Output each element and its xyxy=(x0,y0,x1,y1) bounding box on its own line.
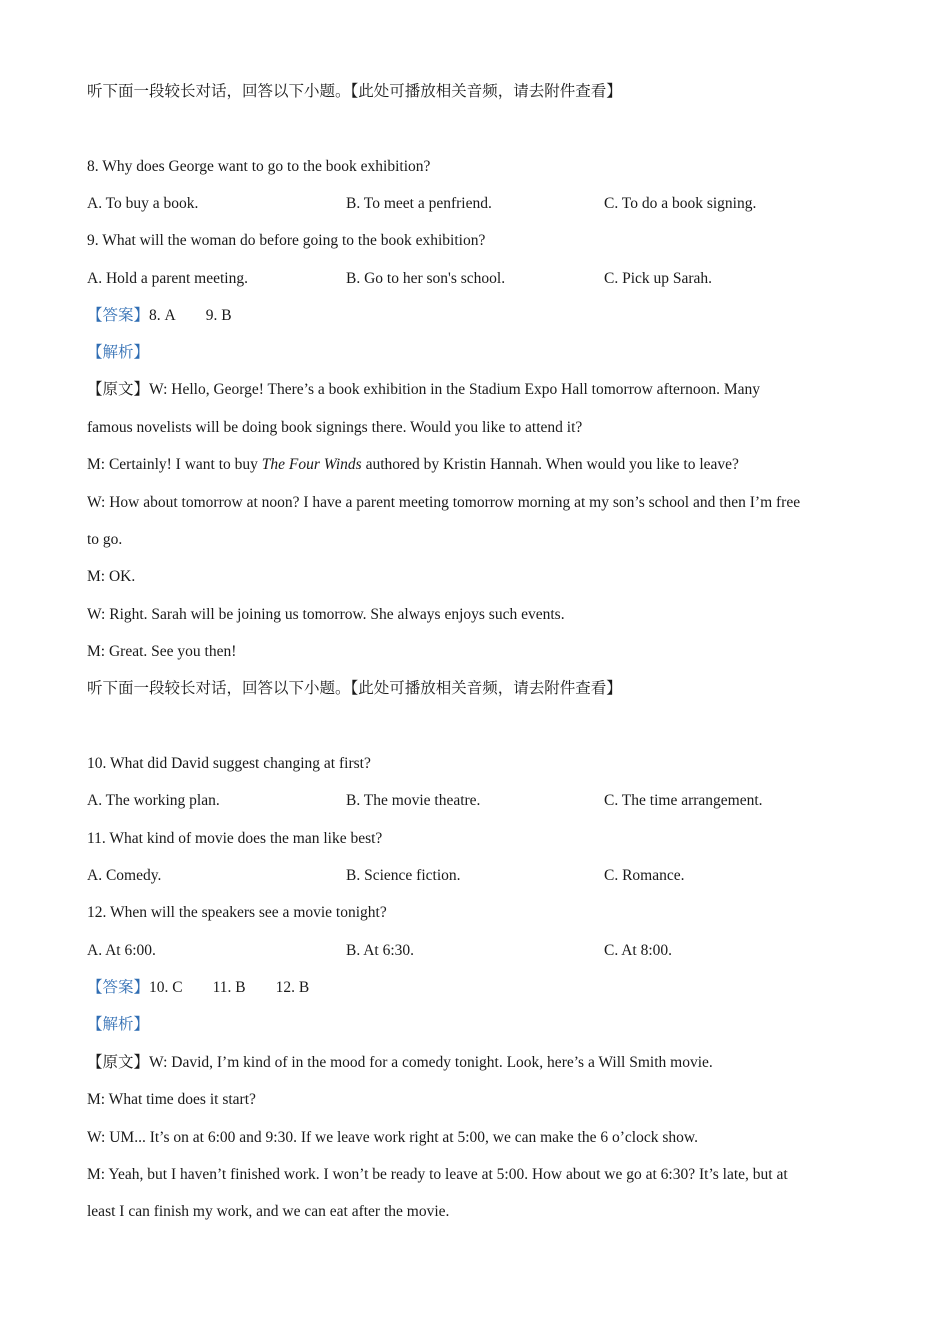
q8-question: 8. Why does George want to go to the book exhibition? xyxy=(87,158,431,175)
transcript1-text-3b: authored by Kristin Hannah. When would you like to leave? xyxy=(361,456,739,473)
transcript2-line-1 xyxy=(87,1053,713,1073)
q8-option-a: A. To buy a book. xyxy=(87,195,199,212)
q11-option-c: C. Romance. xyxy=(604,867,685,884)
transcript1-text-3a: M: Certainly! I want to buy xyxy=(87,456,262,473)
answer-line-2 xyxy=(87,978,309,998)
q11-question: 11. What kind of movie does the man like best? xyxy=(87,830,383,847)
transcript2-line-4: M: Yeah, but I haven’t finished work. I won’t be ready to leave at 5:00. How about we go at 6:30? It’s late, but at xyxy=(87,1166,788,1183)
q9-option-a: A. Hold a parent meeting. xyxy=(87,270,248,287)
transcript2-line-2: M: What time does it start? xyxy=(87,1091,256,1108)
answer-tag: 【答案】 xyxy=(87,979,150,996)
q10-question: 10. What did David suggest changing at first? xyxy=(87,755,371,772)
answer-q12: 12. B xyxy=(275,979,310,996)
transcript1-line-7: W: Right. Sarah will be joining us tomorrow. She always enjoys such events. xyxy=(87,606,565,623)
q12-question: 12. When will the speakers see a movie tonight? xyxy=(87,904,387,921)
q9-option-b: B. Go to her son's school. xyxy=(346,270,506,287)
answer-q10: 10. C xyxy=(149,979,183,996)
transcript1-line-6: M: OK. xyxy=(87,568,136,585)
transcript1-line-3 xyxy=(87,455,739,475)
transcript2-line-5: least I can finish my work, and we can eat after the movie. xyxy=(87,1203,450,1220)
transcript1-line-8: M: Great. See you then! xyxy=(87,643,237,660)
transcript2-line-3: W: UM... It’s on at 6:00 and 9:30. If we leave work right at 5:00, we can make the 6 o’clock show. xyxy=(87,1129,698,1146)
book-title: The Four Winds xyxy=(261,456,362,473)
q12-option-a: A. At 6:00. xyxy=(87,942,156,959)
q8-option-c: C. To do a book signing. xyxy=(604,195,757,212)
transcript2-text-1: W: David, I’m kind of in the mood for a comedy tonight. Look, here’s a Will Smith movie. xyxy=(149,1054,713,1071)
section1-intro: 听下面一段较长对话，回答以下小题。【此处可播放相关音频，请去附件查看】 xyxy=(87,83,622,100)
q12-option-c: C. At 8:00. xyxy=(604,942,673,959)
q10-option-c: C. The time arrangement. xyxy=(604,792,763,809)
transcript1-line-2: famous novelists will be doing book signings there. Would you like to attend it? xyxy=(87,419,583,436)
transcript1-line-4: W: How about tomorrow at noon? I have a parent meeting tomorrow morning at my son’s school and then I’m free xyxy=(87,494,801,511)
analysis-tag: 【解析】 xyxy=(87,344,150,361)
answer-line-1 xyxy=(87,306,232,326)
q8-option-b: B. To meet a penfriend. xyxy=(346,195,492,212)
analysis-tag: 【解析】 xyxy=(87,1016,150,1033)
q11-option-a: A. Comedy. xyxy=(87,867,162,884)
transcript1-line-5: to go. xyxy=(87,531,123,548)
q9-question: 9. What will the woman do before going to the book exhibition? xyxy=(87,232,486,249)
transcript1-line-1 xyxy=(87,380,760,400)
answer-tag: 【答案】 xyxy=(87,307,150,324)
q11-option-b: B. Science fiction. xyxy=(346,867,461,884)
transcript-tag: 【原文】 xyxy=(87,381,150,398)
q10-option-a: A. The working plan. xyxy=(87,792,220,809)
section2-intro: 听下面一段较长对话，回答以下小题。【此处可播放相关音频，请去附件查看】 xyxy=(87,680,622,697)
q12-option-b: B. At 6:30. xyxy=(346,942,415,959)
q9-option-c: C. Pick up Sarah. xyxy=(604,270,713,287)
q10-option-b: B. The movie theatre. xyxy=(346,792,481,809)
answer-q9: 9. B xyxy=(205,307,232,324)
transcript1-text-1: W: Hello, George! There’s a book exhibition in the Stadium Expo Hall tomorrow afternoon. Many xyxy=(149,381,760,398)
answer-q11: 11. B xyxy=(212,979,246,996)
answer-q8: 8. A xyxy=(149,307,176,324)
transcript-tag: 【原文】 xyxy=(87,1054,150,1071)
